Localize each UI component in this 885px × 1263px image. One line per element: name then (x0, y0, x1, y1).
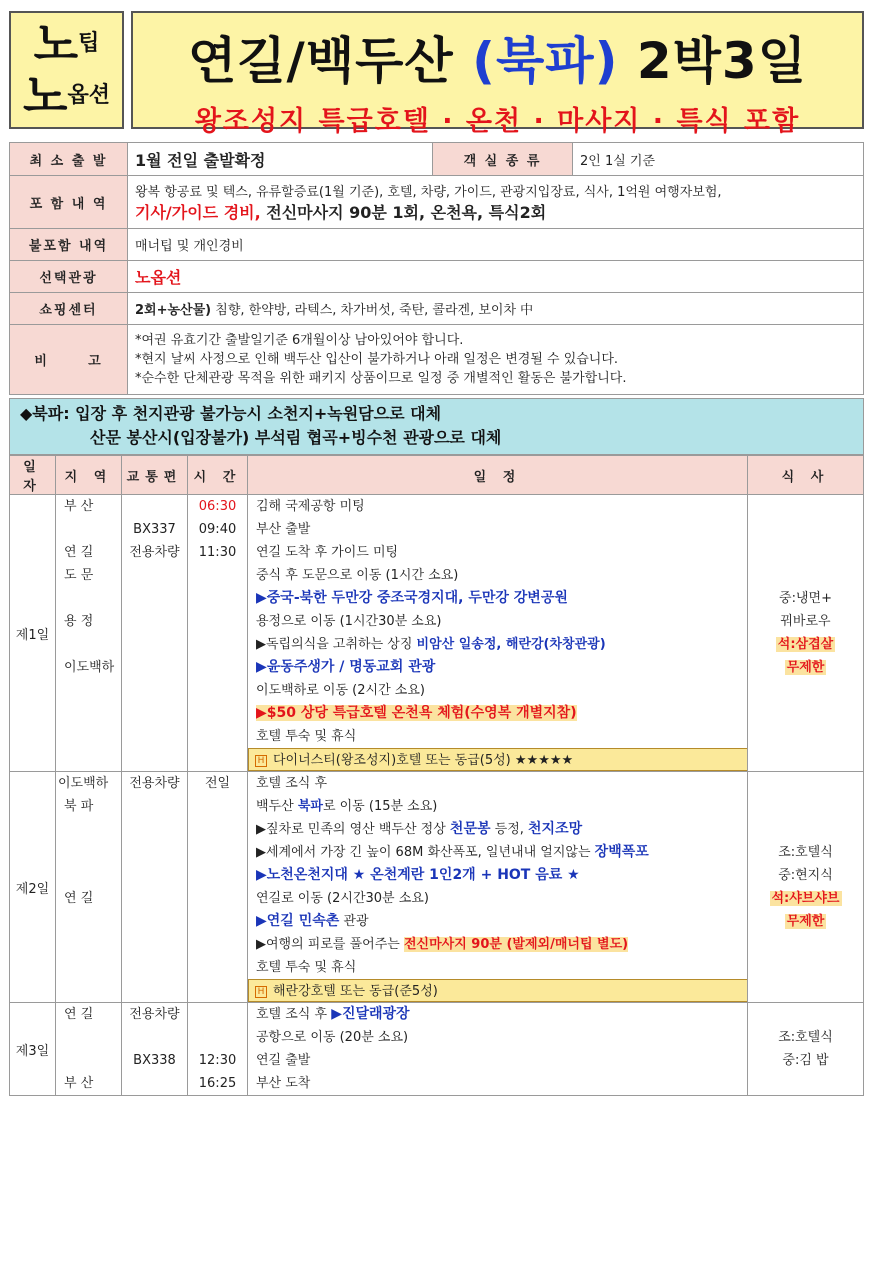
logo-char: 노 (23, 69, 68, 123)
region: 부 산 (64, 499, 94, 514)
table-row (10, 772, 864, 1003)
transport (122, 1026, 187, 1049)
meal-special: 석:샤브샤브 (771, 891, 840, 906)
itinerary-item: 부산 도착 (256, 1076, 311, 1091)
table-row (10, 495, 864, 772)
itinerary-item: 부산 출발 (256, 522, 311, 537)
meal: 중:현지식 (778, 868, 833, 883)
region (56, 1026, 121, 1049)
itinerary-item: 로 이동 (15분 소요) (322, 799, 438, 814)
excludes-label: 불포함 내역 (10, 229, 128, 261)
day-label: 제2일 (10, 772, 56, 1003)
itinerary-highlight: 천지조망 (528, 821, 583, 837)
room-type-label: 객 실 종 류 (433, 143, 573, 176)
region: 이도백하 (64, 660, 115, 675)
itinerary-item: ▶세계에서 가장 긴 높이 68M 화산폭포, 일년내내 얼지않는 (256, 845, 595, 860)
title-text: 연길/백두산 (187, 32, 473, 90)
itinerary-highlight: 천문봉 (449, 821, 491, 837)
remarks-label: 비 고 (10, 325, 128, 395)
col-region: 지 역 (56, 456, 122, 495)
transport: BX338 (133, 1053, 176, 1068)
optional-tour-value: 노옵션 (128, 261, 864, 293)
itinerary-highlight: ▶노천온천지대 ★ 온천계란 1인2개 + HOT 음료 ★ (256, 867, 580, 883)
min-departure-value: 1월 전일 출발확정 (128, 143, 433, 176)
region (56, 841, 121, 864)
region: 북 파 (64, 799, 94, 814)
time: 06:30 (198, 499, 237, 514)
meal-special: 석:삼겹살 (777, 637, 834, 652)
region: 연 길 (64, 1007, 94, 1022)
region (56, 818, 121, 841)
region: 도 문 (64, 568, 94, 583)
itinerary-item: 중식 후 도문으로 이동 (1시간 소요) (256, 568, 459, 583)
shopping-value (128, 293, 864, 325)
itinerary-item: 공항으로 이동 (20분 소요) (256, 1030, 409, 1045)
includes-label: 포 함 내 역 (10, 176, 128, 229)
itinerary-item: 호텔 조식 후 (256, 1007, 332, 1022)
itinerary-highlight: 북파 (297, 799, 323, 814)
itinerary-item: 연길 출발 (256, 1053, 311, 1068)
hotel-name: 다이너스티(왕조성지)호텔 또는 동급(5성) ★★★★★ (273, 753, 574, 768)
region: 용 정 (64, 614, 94, 629)
itinerary-item: 호텔 투숙 및 휴식 (256, 960, 357, 975)
meal-special: 무제한 (786, 660, 825, 675)
transport (122, 495, 187, 518)
shopping-label: 쇼핑센터 (10, 293, 128, 325)
meal: 중:냉면+ (779, 591, 832, 606)
notice-line: ◆북파: 입장 후 천지관광 불가능시 소천지+녹원담으로 대체 (20, 404, 442, 423)
itinerary-cell (248, 1003, 748, 1096)
title-banner (131, 11, 864, 137)
itinerary-cell (248, 495, 748, 772)
time: 전일 (204, 776, 231, 791)
itinerary-item: 호텔 투숙 및 휴식 (256, 729, 357, 744)
region-cell (56, 1003, 122, 1096)
hotel-info (248, 748, 748, 771)
region (56, 1049, 121, 1072)
logo-char: 옵션 (67, 83, 110, 108)
itinerary-item: 호텔 조식 후 (256, 776, 328, 791)
hotel-icon: H (255, 986, 267, 998)
time (188, 1003, 247, 1026)
notice-banner (9, 398, 864, 455)
transport: BX337 (133, 522, 176, 537)
col-time: 시 간 (188, 456, 248, 495)
notice-line: 산문 봉산시(입장불가) 부석림 협곡+빙수천 관광으로 대체 (90, 428, 502, 447)
itinerary-item: 연길 도착 후 가이드 미팅 (256, 545, 399, 560)
transport-cell (122, 1003, 188, 1096)
itinerary-cell (248, 772, 748, 1003)
logo-char: 노 (33, 17, 79, 71)
includes-value (128, 176, 864, 229)
itinerary-item: 등정, (490, 822, 529, 837)
transport-cell (122, 772, 188, 1003)
meal: 조:호텔식 (778, 845, 833, 860)
region-cell (56, 772, 122, 1003)
transport: 전용차량 (129, 776, 180, 791)
time: 11:30 (198, 545, 237, 560)
title-accent: (북파) (472, 32, 619, 90)
time-cell (188, 1003, 248, 1096)
includes-line: 전신마사지 90분 1회, 온천욕, 특식2회 (260, 203, 547, 222)
itinerary-item: ▶짚차로 민족의 영산 백두산 정상 (256, 822, 450, 837)
schedule-table (9, 455, 864, 1096)
col-day: 일 자 (10, 456, 56, 495)
hotel-name: 해란강호텔 또는 동급(준5성) (273, 984, 438, 999)
meal-special: 무제한 (786, 914, 825, 929)
shopping-items: 침향, 한약방, 라텍스, 차가버섯, 죽탄, 콜라겐, 보이차 中 (211, 303, 534, 318)
hotel-icon: H (255, 755, 267, 767)
itinerary-item: ▶여행의 피로를 풀어주는 (256, 937, 404, 952)
meal: 중:김 밥 (782, 1053, 829, 1068)
page-title (133, 21, 862, 93)
meal: 꿔바로우 (780, 614, 831, 629)
meal-cell (748, 772, 864, 1003)
itinerary-item: 연길로 이동 (2시간30분 소요) (256, 891, 429, 906)
page-subtitle: 왕조성지 특급호텔 · 온천 · 마사지 · 특식 포함 (194, 106, 801, 137)
itinerary-highlight: 비암산 일송정, 해란강(차창관광) (416, 637, 606, 652)
shopping-count: 2회+농산물) (135, 303, 212, 318)
includes-line: 왕복 항공료 및 텍스, 유류할증료(1월 기준), 호텔, 차량, 가이드, 관광지입장료, 식사, 1억원 여행자보험, (135, 185, 722, 200)
day-label: 제1일 (10, 495, 56, 772)
meal-cell (748, 1003, 864, 1096)
time-cell (188, 772, 248, 1003)
min-departure-label: 최 소 출 발 (10, 143, 128, 176)
itinerary-highlight: ▶진달래광장 (331, 1006, 410, 1022)
itinerary-highlight: ▶$50 상당 특급호텔 온천욕 체험(수영복 개별지참) (256, 705, 577, 721)
region: 이도백하 (58, 776, 109, 791)
itinerary-highlight: 장백폭포 (594, 844, 649, 860)
itinerary-item: 백두산 (256, 799, 298, 814)
table-row (10, 1003, 864, 1096)
remark-line: *여권 유효기간 출발일기준 6개월이상 남아있어야 합니다. (135, 333, 464, 348)
time (188, 1026, 247, 1049)
col-meals: 식 사 (748, 456, 864, 495)
region (56, 587, 121, 610)
title-text: 2박3일 (618, 32, 808, 90)
transport: 전용차량 (129, 1007, 180, 1022)
time: 09:40 (198, 522, 237, 537)
meal: 조:호텔식 (778, 1030, 833, 1045)
hotel-info (248, 979, 748, 1002)
time: 12:30 (198, 1053, 237, 1068)
itinerary-highlight: 전신마사지 90분 (발제외/매너팁 별도) (403, 937, 629, 952)
remark-line: *현지 날씨 사정으로 인해 백두산 입산이 불가하거나 아래 일정은 변경될 수 있습니다. (135, 352, 619, 367)
itinerary-item: ▶독립의식을 고취하는 상징 (256, 637, 417, 652)
day-label: 제3일 (10, 1003, 56, 1096)
region (56, 633, 121, 656)
region (56, 864, 121, 887)
time-cell (188, 495, 248, 772)
logo-char: 팁 (78, 31, 100, 56)
region: 부 산 (64, 1076, 94, 1091)
region-cell (56, 495, 122, 772)
remark-line: *순수한 단체관광 목적을 위한 패키지 상품이므로 일정 중 개별적인 활동은 불가합니다. (135, 371, 627, 386)
itinerary-highlight: ▶윤동주생가 / 명동교회 관광 (256, 659, 436, 675)
region: 연 길 (64, 545, 94, 560)
itinerary-item: 김해 국제공항 미팅 (256, 499, 365, 514)
info-table (9, 142, 864, 395)
col-itinerary: 일 정 (248, 456, 748, 495)
col-transport: 교통편 (122, 456, 188, 495)
includes-highlight: 기사/가이드 경비, (135, 203, 261, 222)
region (56, 518, 121, 541)
remarks-value (128, 325, 864, 395)
itinerary-item: 관광 (339, 914, 369, 929)
itinerary-item: 이도백하로 이동 (2시간 소요) (256, 683, 425, 698)
itinerary-item: 용정으로 이동 (1시간30분 소요) (256, 614, 442, 629)
transport-cell (122, 495, 188, 772)
excludes-value: 매너팁 및 개인경비 (128, 229, 864, 261)
itinerary-highlight: ▶연길 민속촌 (256, 913, 340, 929)
room-type-value: 2인 1실 기준 (573, 143, 864, 176)
transport: 전용차량 (129, 545, 180, 560)
logo (9, 11, 124, 129)
optional-tour-label: 선택관광 (10, 261, 128, 293)
region: 연 길 (64, 891, 94, 906)
itinerary-highlight: ▶중국-북한 두만강 중조국경지대, 두만강 강변공원 (256, 590, 568, 606)
time: 16:25 (198, 1076, 237, 1091)
meal-cell (748, 495, 864, 772)
